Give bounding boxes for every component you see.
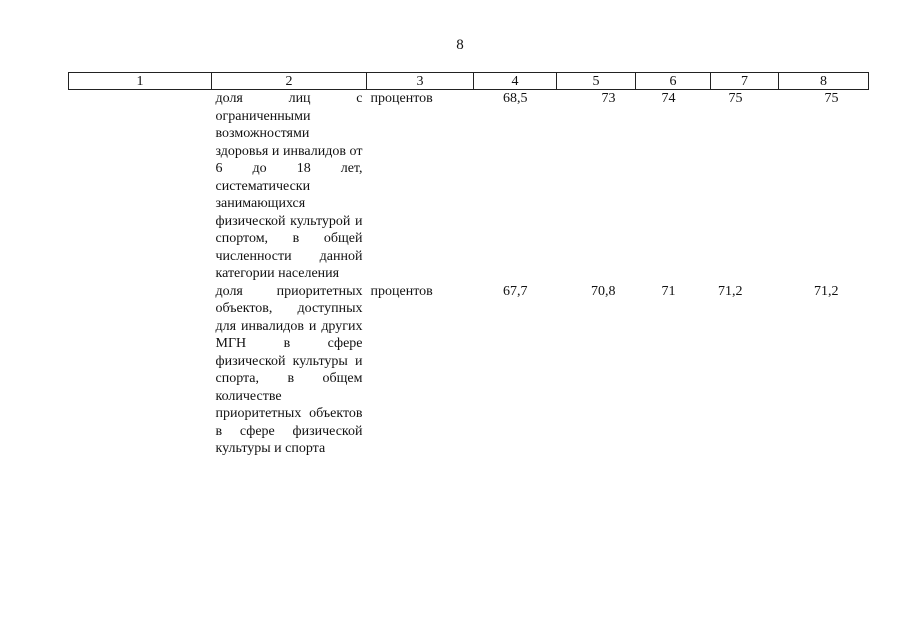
row-1-value-col-8: 75 — [824, 91, 839, 106]
header-col-4: 4 — [474, 73, 557, 90]
header-col-2: 2 — [212, 73, 367, 90]
header-col-6: 6 — [636, 73, 711, 90]
row-2-value-col-5: 70,8 — [591, 283, 616, 299]
header-col-3: 3 — [367, 73, 474, 90]
row-1-value-col-4: 68,5 — [503, 91, 528, 106]
header-col-7: 7 — [711, 73, 779, 90]
table-row — [69, 283, 869, 483]
row-1-value-col-7: 75 — [728, 91, 743, 106]
header-col-8: 8 — [779, 73, 869, 90]
indicators-table — [68, 72, 869, 483]
row-2-value-col-4: 67,7 — [503, 283, 528, 299]
row-1-value-col-5: 73 — [601, 91, 616, 106]
row-1-col-1 — [69, 90, 212, 283]
row-1-value-col-6: 74 — [661, 91, 676, 106]
header-col-5: 5 — [557, 73, 636, 90]
row-2-col-1 — [69, 283, 212, 483]
header-row — [69, 73, 869, 90]
header-col-1: 1 — [69, 73, 212, 90]
page-number: 8 — [456, 37, 464, 53]
row-2-indicator: доля приоритетных объектов, доступных для инвалидов и других МГН в сфере физической культуры и спорта, в общем количестве приоритетных объектов в сфере физической культуры и спорта — [215, 283, 363, 456]
row-2-value-col-7: 71,2 — [718, 283, 743, 299]
row-1-unit: процентов — [370, 91, 433, 106]
row-1-indicator: доля лиц с ограниченными возможностями здоровья и инвалидов от 6 до 18 лет, систематически занимающихся физической культурой и спортом, в общей численности данной категории населения — [215, 91, 363, 281]
row-2-unit: процентов — [370, 283, 433, 299]
row-2-value-col-8: 71,2 — [814, 283, 839, 299]
table-row — [69, 90, 869, 283]
indicators-table-container — [68, 72, 868, 483]
row-2-value-col-6: 71 — [661, 283, 676, 299]
